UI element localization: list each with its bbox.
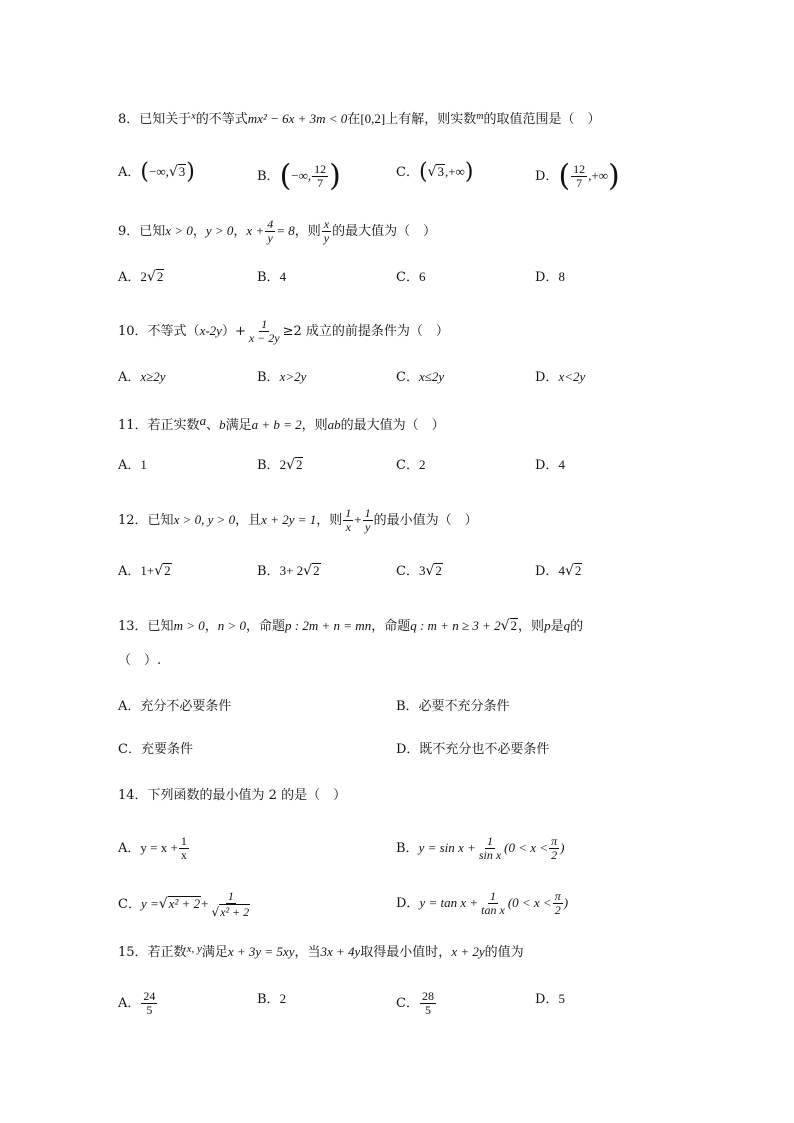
q15-text: ，当 [294,945,321,960]
q14-option-b[interactable] [396,835,564,862]
q12-text: 的最小值为（ ） [373,513,478,528]
numerator: 24 [143,989,156,1003]
option-value: D．既不充分也不必要条件 [396,742,550,757]
option-value: 4 [558,457,565,472]
q13-cond: m > 0 [173,618,205,633]
q13-var-q: q [563,618,571,633]
q12-option-c[interactable] [396,562,443,581]
radical: √ [564,563,574,579]
fraction [322,218,331,245]
q9-text: ， [192,224,206,239]
fraction [420,990,436,1017]
option-value: −∞, [148,164,169,179]
fraction [209,890,252,919]
q9-option-a[interactable] [118,268,164,287]
question-11 [118,412,445,435]
q13-text: ，则 [518,619,545,634]
q15-text: 取得最小值时， [360,945,452,960]
plus-sign: + [354,512,362,527]
denominator: x − 2y [248,331,280,345]
q15-text: 的值为 [484,945,524,960]
q8-option-c[interactable] [396,159,474,185]
numerator: 1 [489,889,496,903]
denominator: 5 [424,1003,431,1017]
option-label: D． [535,270,559,285]
option-value: x≤2y [418,369,445,384]
question-13 [118,617,583,636]
option-label: A． [118,996,141,1011]
option-label: A． [118,270,141,285]
q10-text: 不等式（ [147,324,200,339]
q10-option-c[interactable] [396,368,444,387]
radicand: 2 [295,457,303,472]
q14-option-a[interactable] [118,835,190,862]
q12-option-d[interactable] [535,562,582,581]
q8-text: 已知关于 [139,112,192,127]
fraction [553,890,563,917]
option-label: B． [396,841,419,856]
option-label: D． [535,370,559,385]
q8-inequality: mx² − 6x + 3m < 0 [247,111,348,126]
q8-text: 在 [347,112,361,127]
q12-option-a[interactable] [118,562,172,581]
option-value: 1+ [140,563,155,578]
option-value: A．充分不必要条件 [118,699,232,714]
option-value: ,+∞ [444,164,465,179]
q11-var-a: a [199,413,207,428]
radical: √ [146,269,156,285]
option-condition: ) [563,895,569,910]
denominator: tan x [481,903,505,917]
q13-option-a[interactable] [118,698,231,716]
numerator: 1 [261,317,268,331]
denominator: y [267,231,273,245]
radicand: 3 [437,164,444,179]
radicand: 2 [510,618,518,633]
option-value: y = x + [140,840,178,855]
fraction [571,163,587,190]
option-label: B． [257,169,280,184]
q9-cond: y > 0 [205,223,234,238]
q11-option-a[interactable] [118,456,147,475]
question-number: 10． [118,324,148,339]
radical: √ [500,618,510,634]
question-number: 9． [118,224,140,239]
option-label: A． [118,165,141,180]
radical: √ [425,563,435,579]
q13-text: ， [204,619,218,634]
q11-cond: a + b = 2 [251,417,302,432]
denominator: 5 [146,1003,153,1017]
option-value: 3 [418,563,426,578]
denominator: x [180,848,187,862]
q13-prop-q: q : m + n ≥ 3 + 2 [410,618,501,633]
fraction [179,835,189,862]
option-value: 4 [279,269,287,284]
q10-text: ≥2 成立的前提条件为（ ） [282,324,449,339]
q9-text: 的最大值为（ ） [332,224,437,239]
question-number: 8． [118,112,140,127]
fraction [479,890,507,917]
option-value: 2 [279,457,287,472]
option-value: y = tan x + [419,895,479,910]
option-value: 6 [418,269,426,284]
option-value: y = sin x + [418,840,476,855]
q10-option-a[interactable] [118,368,166,387]
radicand: 2 [574,563,582,578]
q13-text: ，命题 [246,619,286,634]
q15-cond: x + 3y = 5xy [227,944,295,959]
paren: ( [418,159,428,185]
fraction [363,507,373,534]
option-value: 2 [418,457,426,472]
option-label: C． [118,897,141,912]
question-number: 14． [118,788,148,803]
radicand: 3 [178,164,186,179]
q13-text: 的 [570,619,584,634]
option-label: C． [396,996,419,1011]
q11-option-b[interactable] [257,456,303,475]
paren: ) [608,158,620,194]
paren: ) [464,159,474,185]
option-value: 5 [558,991,565,1006]
paren: ) [329,158,341,194]
denominator: 7 [317,176,324,190]
option-label: B． [257,458,280,473]
q11-var-b: b [219,417,226,432]
option-value: x<2y [558,369,586,384]
denominator: y [323,231,330,245]
numerator: π [551,834,558,848]
denominator: y [364,520,371,534]
radical: √ [158,896,168,912]
question-14 [118,787,346,805]
option-label: C． [396,564,419,579]
option-value: 8 [558,269,565,284]
q15-expr: 3x + 4y [320,944,361,959]
numerator: 12 [573,162,586,176]
numerator: 1 [345,506,352,520]
option-label: C． [396,165,419,180]
q15-vars: x, y [186,943,202,955]
q11-option-d[interactable] [535,456,565,475]
q14-option-d[interactable] [396,890,568,917]
option-label: B． [257,992,280,1007]
q9-text: 已知 [139,224,166,239]
q8-text: 上有解，则实数 [385,112,477,127]
radical: √ [427,164,437,180]
radicand: x² + 2 [168,896,201,911]
option-value: 3+ 2 [279,563,304,578]
numerator: π [554,889,561,903]
option-label: C． [396,458,419,473]
option-label: C． [396,270,419,285]
q13-prop-p: p : 2m + n = mn [285,618,372,633]
numerator: x [323,217,330,231]
radicand: 2 [435,563,442,578]
question-15 [118,940,524,962]
q8-option-a[interactable] [118,159,195,185]
option-value: 2 [279,991,287,1006]
q15-option-d[interactable] [535,990,565,1009]
q8-var-x: x [191,111,196,122]
denominator: x [345,520,351,534]
q8-text: 的不等式 [195,112,248,127]
q11-option-c[interactable] [396,456,425,475]
option-label: A． [118,458,141,473]
radicand: x² + 2 [220,905,250,919]
q8-option-b[interactable] [257,158,341,194]
radical: √ [286,457,295,473]
numerator: 4 [267,217,274,231]
q10-expr: x-2y [199,323,222,338]
q13-text: 是 [550,619,564,634]
q12-cond: x > 0, y > 0 [173,512,236,527]
q9-option-c[interactable] [396,268,425,287]
paren: ( [279,158,292,194]
q10-text: ）+ [221,324,246,339]
q15-text: 满足 [201,945,228,960]
q9-cond: x > 0 [165,223,193,238]
option-condition: (0 < x < [507,895,552,910]
q8-option-d[interactable] [535,158,620,194]
option-label: D． [535,992,559,1007]
q9-text: ，则 [294,224,321,239]
q9-expr: x + [246,223,265,238]
q11-text: ，则 [301,418,328,433]
denominator: 2 [551,848,558,862]
option-value: 1 [140,457,147,472]
option-value: 2 [140,269,147,284]
q12-text: 已知 [147,513,174,528]
denominator: 2 [554,903,561,917]
q11-text: 满足 [225,418,252,433]
question-9 [118,218,436,245]
q15-option-b[interactable] [257,990,286,1009]
radical: √ [211,905,220,919]
q10-option-b[interactable] [257,368,306,387]
numerator: 1 [364,506,371,520]
q12-text: ，则 [316,513,343,528]
option-label: A． [118,370,141,385]
q13-option-b[interactable] [396,698,510,716]
q8-text: 的取值范围是（ ） [483,112,601,127]
q13-line2 [118,652,161,670]
option-label: A． [118,841,141,856]
option-value: B．必要不充分条件 [396,699,510,714]
option-value: ,+∞ [588,168,609,183]
question-10 [118,318,449,345]
radicand: 2 [313,563,320,578]
fraction [265,218,275,245]
q13-text: ，命题 [371,619,411,634]
q9-option-b[interactable] [257,268,286,287]
option-value: C．充要条件 [118,742,193,757]
question-number: 15． [118,945,148,960]
denominator: sin x [478,848,502,862]
q9-option-d[interactable] [535,268,565,287]
plus-sign: + [201,896,209,911]
paren: ( [140,159,149,185]
q11-text: 若正实数 [147,418,200,433]
question-number: 11． [118,418,148,433]
option-label: D． [535,169,559,184]
option-label: D． [535,564,559,579]
denominator [209,904,252,919]
q13-answer-blank: （ ）. [118,653,162,668]
q12-option-b[interactable] [257,562,321,581]
q14-text: 下列函数的最小值为 2 的是（ ） [147,788,347,803]
q11-text: 的最大值为（ ） [340,418,445,433]
option-condition: ) [560,840,565,855]
fraction [549,835,559,862]
option-label: B． [257,370,280,385]
q12-eq: x + 2y = 1 [261,512,317,527]
option-value: 4 [558,563,565,578]
denominator: 7 [576,176,583,190]
numerator: 1 [487,834,493,848]
option-value: y = [140,896,159,911]
q13-option-d[interactable] [396,741,549,759]
q15-option-c[interactable] [396,990,437,1017]
q9-text: ， [233,224,247,239]
numerator: 1 [227,889,234,903]
option-value: x>2y [279,369,307,384]
question-number: 13． [118,619,148,634]
q12-text: ，且 [235,513,262,528]
option-label: B． [257,564,280,579]
fraction [141,990,157,1017]
paren: ( [558,158,571,194]
question-number: 12． [118,513,148,528]
numerator: 1 [180,834,187,848]
fraction [312,163,328,190]
q9-expr: = 8 [276,223,295,238]
option-value: x≥2y [140,369,166,384]
fraction [477,835,503,862]
q14-option-c[interactable] [118,890,253,919]
fraction [247,318,282,345]
q10-option-d[interactable] [535,368,585,387]
radicand: 2 [156,269,164,284]
q8-var-m: m [476,111,484,122]
option-label: D． [396,896,420,911]
radicand: 2 [164,563,171,578]
q11-text: 、 [206,418,220,433]
q13-cond: n > 0 [217,618,247,633]
question-8 [118,108,601,129]
paren: ) [186,159,195,185]
q13-option-c[interactable] [118,741,193,759]
q15-text: 若正数 [147,945,187,960]
question-12 [118,507,478,534]
q15-option-a[interactable] [118,990,158,1017]
option-condition: (0 < x < [504,840,549,855]
q13-var-p: p [544,618,551,633]
q8-interval: [0,2] [360,111,386,126]
option-label: B． [257,270,280,285]
q15-expr: x + 2y [451,944,485,959]
numerator: 28 [421,989,434,1003]
numerator: 12 [314,162,327,176]
radical: √ [168,164,178,180]
q11-ab: ab [327,417,341,432]
radical: √ [154,563,164,579]
option-label: A． [118,564,141,579]
fraction [343,507,353,534]
option-value: −∞, [291,168,312,183]
option-label: C． [396,370,419,385]
option-label: D． [535,458,559,473]
radical: √ [303,563,313,579]
q13-text: 已知 [147,619,174,634]
